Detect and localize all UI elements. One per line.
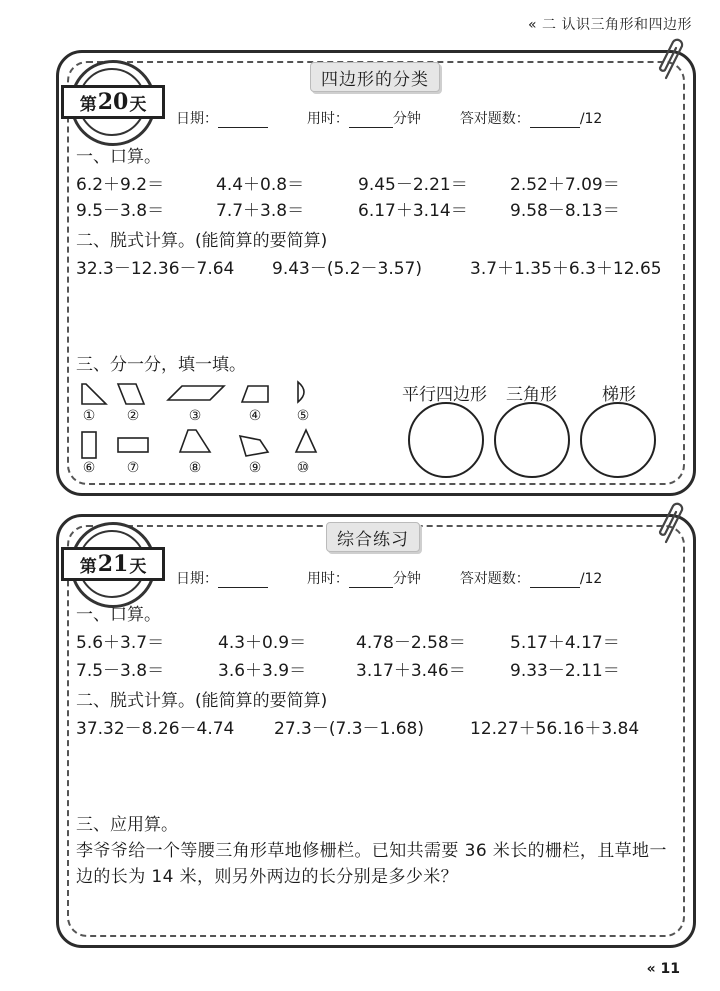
shape-label: ④	[248, 408, 262, 424]
calc-problem: 12.27＋56.16＋3.84	[470, 719, 640, 739]
shape-6-rectangle	[82, 432, 96, 458]
calc-problem: 3.7＋1.35＋6.3＋12.65	[470, 259, 662, 279]
paperclip-icon	[656, 38, 690, 82]
mental-problem: 7.7＋3.8＝	[216, 201, 305, 221]
mental-problem: 3.6＋3.9＝	[218, 661, 307, 681]
time-label: 用时：	[306, 111, 349, 127]
score-label: 答对题数：	[459, 571, 530, 587]
time-field[interactable]	[349, 573, 393, 588]
mental-problem: 6.17＋3.14＝	[358, 201, 468, 221]
badge-day-number: 21	[97, 551, 129, 577]
mental-problem: 6.2＋9.2＝	[76, 175, 165, 195]
score-total: /12	[579, 571, 603, 587]
mental-problem: 9.33－2.11＝	[510, 661, 620, 681]
shape-label: ⑧	[188, 460, 202, 476]
day20-badge	[70, 60, 156, 146]
date-field[interactable]	[218, 113, 268, 128]
day20-section2-heading: 二、脱式计算。(能简算的要简算)	[76, 231, 328, 251]
mental-problem: 7.5－3.8＝	[76, 661, 165, 681]
time-field[interactable]	[349, 113, 393, 128]
shape-9-quadrilateral	[240, 436, 268, 456]
day20-badge-label	[61, 85, 165, 119]
mental-problem: 5.6＋3.7＝	[76, 633, 165, 653]
mental-problem: 9.5－3.8＝	[76, 201, 165, 221]
category-label-triangle: 三角形	[506, 385, 557, 405]
shape-label: ⑦	[126, 460, 140, 476]
shape-label: ⑩	[296, 460, 310, 476]
mental-problem: 9.58－8.13＝	[510, 201, 620, 221]
shape-8-quadrilateral	[180, 430, 210, 452]
shape-label: ②	[126, 408, 140, 424]
day21-title: 综合练习	[326, 522, 420, 552]
day20-section3-heading: 三、分一分，填一填。	[76, 355, 246, 375]
page-number: « 11	[646, 961, 680, 977]
category-label-trapezoid: 梯形	[602, 385, 636, 405]
day20-section1-heading: 一、口算。	[76, 147, 161, 167]
shape-label: ⑤	[296, 408, 310, 424]
day21-badge	[70, 522, 156, 608]
mental-problem: 4.3＋0.9＝	[218, 633, 307, 653]
day21-section1-heading: 一、口算。	[76, 605, 161, 625]
score-total: /12	[579, 111, 603, 127]
date-field[interactable]	[218, 573, 268, 588]
category-circle-trapezoid[interactable]	[580, 402, 656, 478]
shape-5-semicircle	[298, 382, 304, 402]
day21-section2-heading: 二、脱式计算。(能简算的要简算)	[76, 691, 328, 711]
shape-1-right-trapezoid	[82, 384, 106, 404]
date-label: 日期：	[176, 111, 218, 127]
category-label-parallelogram: 平行四边形	[402, 385, 487, 405]
category-circle-triangle[interactable]	[494, 402, 570, 478]
running-header: « 二 认识三角形和四边形	[528, 17, 692, 33]
shape-2-parallelogram	[118, 384, 144, 404]
day20-meta-row	[176, 108, 602, 128]
mental-problem: 3.17＋3.46＝	[356, 661, 466, 681]
score-field[interactable]	[530, 113, 580, 128]
paperclip-icon	[656, 502, 690, 546]
mental-problem: 2.52＋7.09＝	[510, 175, 620, 195]
score-field[interactable]	[530, 573, 580, 588]
shape-4-trapezoid	[242, 386, 268, 402]
badge-day-number: 20	[97, 89, 129, 115]
shape-label: ⑨	[248, 460, 262, 476]
time-unit: 分钟	[392, 571, 421, 587]
word-problem-line-1: 李爷爷给一个等腰三角形草地修栅栏。已知共需要 36 米长的栅栏，且草地一	[76, 841, 667, 861]
mental-problem: 5.17＋4.17＝	[510, 633, 620, 653]
shape-7-rectangle	[118, 438, 148, 452]
mental-problem: 9.45－2.21＝	[358, 175, 468, 195]
time-unit: 分钟	[392, 111, 421, 127]
day20-title: 四边形的分类	[310, 62, 440, 92]
shape-label: ①	[82, 408, 96, 424]
badge-prefix: 第	[79, 94, 97, 115]
shape-10-triangle	[296, 430, 316, 452]
calc-problem: 37.32－8.26－4.74	[76, 719, 235, 739]
day21-badge-label	[61, 547, 165, 581]
word-problem-line-2: 边的长为 14 米，则另外两边的长分别是多少米？	[76, 867, 459, 887]
shape-label: ③	[188, 408, 202, 424]
badge-suffix: 天	[129, 94, 147, 115]
date-label: 日期：	[176, 571, 218, 587]
day21-section3-heading: 三、应用算。	[76, 815, 178, 835]
shape-3-parallelogram	[168, 386, 224, 400]
badge-suffix: 天	[129, 556, 147, 577]
shape-label: ⑥	[82, 460, 96, 476]
mental-problem: 4.4＋0.8＝	[216, 175, 305, 195]
calc-problem: 27.3－(7.3－1.68)	[274, 719, 425, 739]
calc-problem: 9.43－(5.2－3.57)	[272, 259, 423, 279]
mental-problem: 4.78－2.58＝	[356, 633, 466, 653]
category-circle-parallelogram[interactable]	[408, 402, 484, 478]
score-label: 答对题数：	[459, 111, 530, 127]
day21-meta-row	[176, 568, 602, 588]
calc-problem: 32.3－12.36－7.64	[76, 259, 235, 279]
badge-prefix: 第	[79, 556, 97, 577]
time-label: 用时：	[306, 571, 349, 587]
